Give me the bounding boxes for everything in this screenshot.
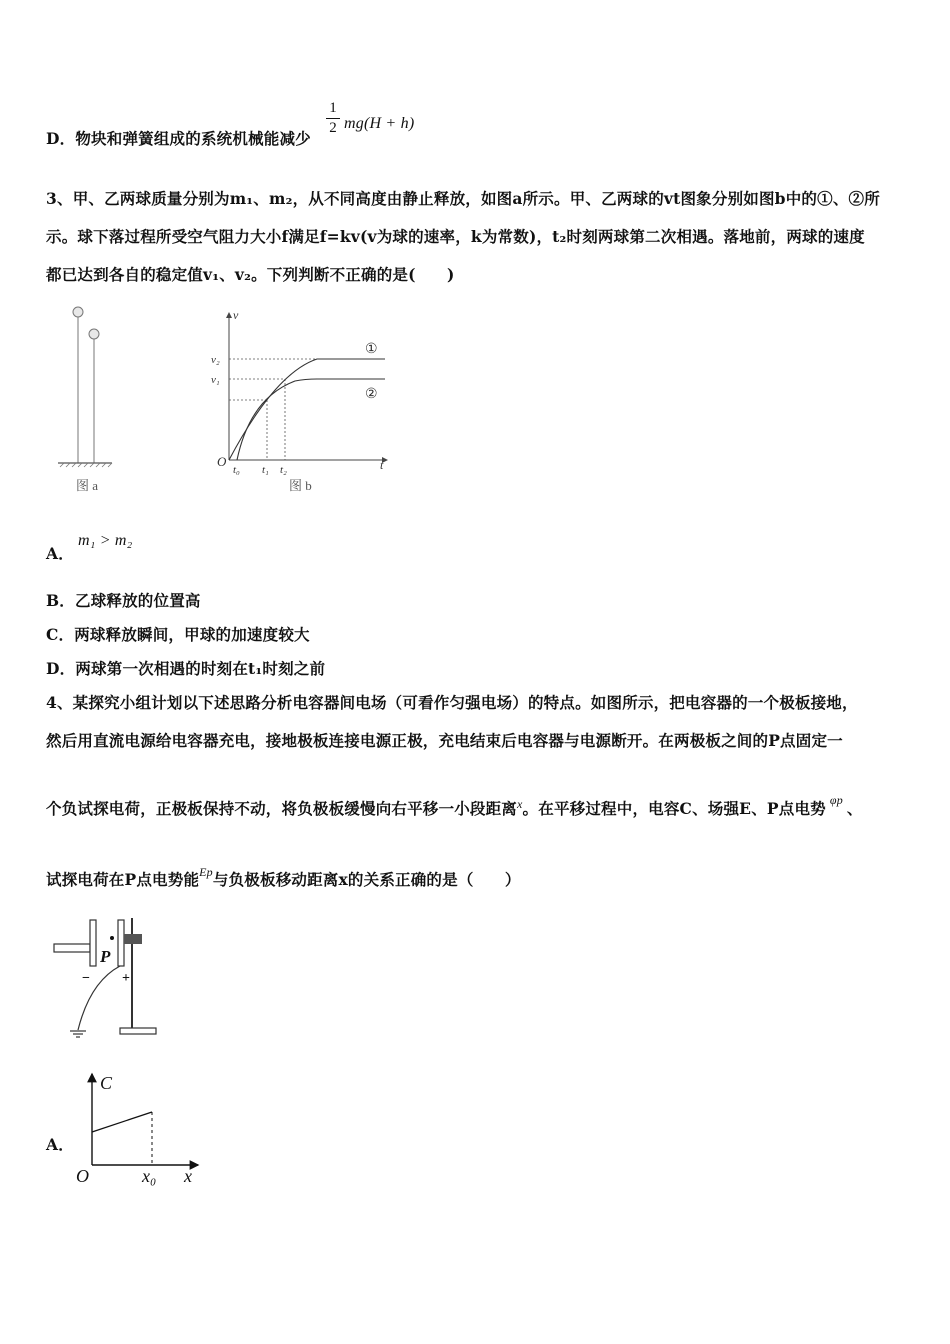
graph-c-label: C xyxy=(100,1073,113,1093)
ball-jia xyxy=(73,307,83,317)
negative-plate xyxy=(90,920,96,966)
q4-option-a-graph xyxy=(70,1068,210,1198)
curve-1-label: ① xyxy=(365,342,378,357)
tick-t1: t₁ xyxy=(262,464,269,476)
q3-option-a-math: m₁ > m₂ xyxy=(78,532,133,549)
q4-line4 xyxy=(46,865,521,890)
curve-1 xyxy=(229,359,385,460)
q4-line3-x: x xyxy=(517,797,523,811)
tick-t2: t₂ xyxy=(280,464,287,476)
graph-origin-label: O xyxy=(76,1166,89,1186)
plus-sign: + xyxy=(122,971,130,986)
stand-base xyxy=(120,1028,156,1034)
positive-plate xyxy=(118,920,124,966)
q4-line3-part-a: 个负试探电荷，正极板保持不动，将负极板缓慢向右平移一小段距离 xyxy=(46,799,518,818)
q4-line3-phi: φp xyxy=(829,793,843,807)
q4-line3-part-c: 、 xyxy=(846,799,863,818)
ground-symbol xyxy=(70,1031,86,1037)
q4-option-a-label: A． xyxy=(46,1135,74,1154)
q4-circuit-figure xyxy=(50,912,170,1042)
minus-sign: − xyxy=(82,971,90,986)
push-rod xyxy=(54,944,90,952)
q4-line4-ep: Ep xyxy=(199,865,213,879)
q4-line2: 然后用直流电源给电容器充电，接地极板连接电源正极，充电结束后电容器与电源断开。在两极板之间的P点固定一 xyxy=(46,731,843,750)
guide-lines xyxy=(229,359,317,460)
q2-option-d-label: D． xyxy=(46,129,76,148)
ball-yi xyxy=(89,329,99,339)
q4-line3 xyxy=(46,793,863,819)
graph-x0-label: x₀ xyxy=(142,1166,157,1186)
q3-option-d: D．两球第一次相遇的时刻在t₁时刻之前 xyxy=(46,659,326,678)
q3-line1-text: 甲、乙两球质量分别为m₁、m₂，从不同高度由静止释放，如图a所示。甲、乙两球的vt图象分别如图b中的①、②所 xyxy=(72,189,880,208)
q4-line4-part-a: 试探电荷在P点电势能 xyxy=(46,870,200,889)
tick-v2: v₂ xyxy=(211,354,220,366)
q2-fraction xyxy=(326,100,340,137)
q3-line3: 都已达到各自的稳定值v₁、v₂。下列判断不正确的是( ) xyxy=(46,265,455,284)
q3-number: 3、 xyxy=(46,189,73,208)
q3-figure-b xyxy=(205,303,395,503)
curve-2 xyxy=(237,379,385,460)
q4-line1: 4、某探究小组计划以下述思路分析电容器间电场（可看作匀强电场）的特点。如图所示，把电容器的一个极板接地， xyxy=(46,693,858,712)
point-p-dot xyxy=(110,936,114,940)
q4-line3-part-b: 。在平移过程中，电容C、场强E、P点电势 xyxy=(522,799,826,818)
q3-option-b: B．乙球释放的位置高 xyxy=(46,591,201,610)
fig-b-caption: 图 b xyxy=(289,478,312,493)
point-p-label: P xyxy=(100,947,111,966)
q3-line1 xyxy=(46,187,880,209)
graph-line xyxy=(92,1112,152,1132)
q3-option-a-label: A． xyxy=(46,544,74,563)
curve-2-label: ② xyxy=(365,387,378,402)
q3-option-c: C．两球释放瞬间，甲球的加速度较大 xyxy=(46,625,310,644)
fig-a-caption: 图 a xyxy=(76,478,99,493)
origin-label: O xyxy=(217,454,227,469)
q4-line4-part-b: 与负极板移动距离x的关系正确的是（ ） xyxy=(212,870,521,889)
q2-option-d xyxy=(46,127,311,149)
q3-line2: 示。球下落过程所受空气阻力大小f满足f=kv(v为球的速率，k为常数)，t₂时刻两球第二次相遇。落地前，两球的速度 xyxy=(46,227,865,246)
graph-x-label: x xyxy=(184,1166,192,1186)
q2-frac-numerator: 1 xyxy=(329,100,337,116)
q2-formula: mg(H + h) xyxy=(344,115,415,132)
axis-v-label: v xyxy=(233,308,239,322)
tick-t0: t₀ xyxy=(233,464,240,476)
q2-option-d-text: 物块和弹簧组成的系统机械能减少 xyxy=(75,129,311,148)
q2-frac-denominator: 2 xyxy=(329,120,337,136)
tick-v1: v₁ xyxy=(211,374,220,386)
q3-figure-a xyxy=(50,300,130,500)
axis-t-label: t xyxy=(380,458,384,472)
stand-clamp xyxy=(124,934,142,944)
ground-hatch xyxy=(60,463,112,467)
